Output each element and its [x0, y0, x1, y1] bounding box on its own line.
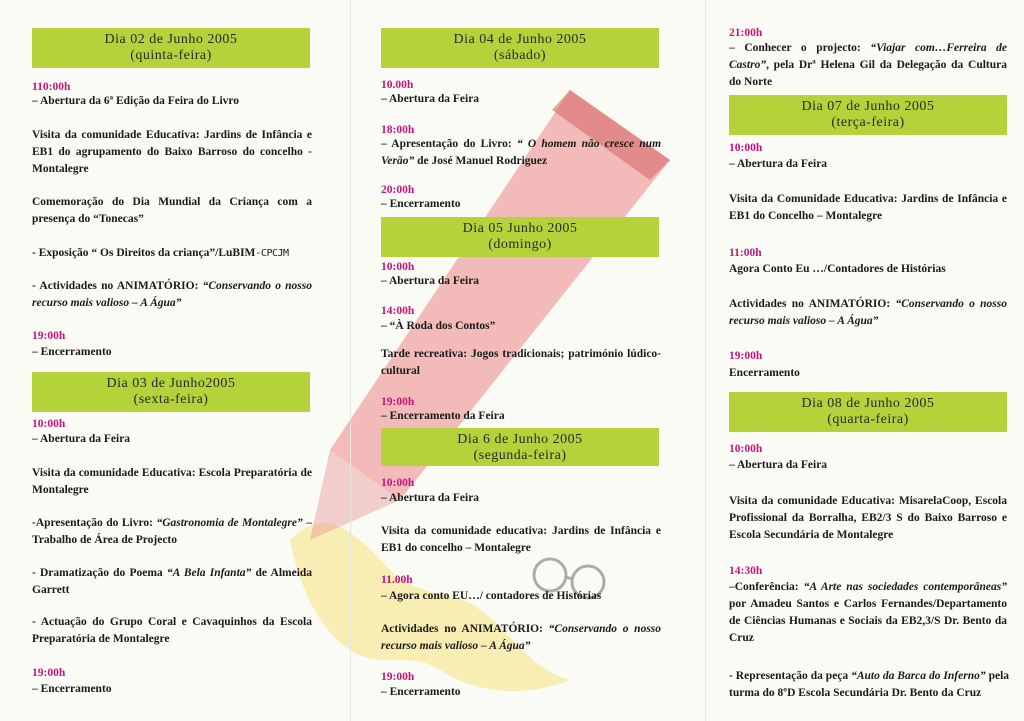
fold-line-right [705, 0, 706, 721]
event [381, 621, 661, 655]
day-02-title: Dia 02 de Junho 2005 [104, 32, 238, 47]
day-07-title: Dia 07 de Junho 2005 [801, 99, 935, 114]
event-text: por Amadeu Santos e Carlos Fernandes/Departamento de Ciências Humanas e Sociais da EB2,3/S Dr. Bento da Cruz [729, 598, 1007, 644]
day-08-title: Dia 08 de Junho 2005 [801, 396, 935, 411]
time: 10:00h [32, 418, 66, 430]
event: – Abertura da Feira [729, 158, 828, 170]
time: 19:00h [32, 667, 66, 679]
event: – Encerramento [381, 686, 461, 698]
event: – Encerramento [32, 346, 112, 358]
time: 10:00h [729, 142, 763, 154]
event-title: “ O homem não cresce num Verão” [381, 138, 662, 167]
event-title: “Conservando o nosso recurso mais valioso – A Água” [32, 280, 313, 309]
event-title: “Conservando o nosso recurso mais valioso – A Água” [381, 623, 662, 652]
day-02-header [32, 28, 310, 68]
day-04-title: Dia 04 de Junho 2005 [453, 32, 587, 47]
event [32, 565, 312, 599]
event: – Encerramento da Feira [381, 410, 505, 422]
day-08-weekday: (quarta-feira) [827, 412, 909, 427]
event-title: “A Arte nas sociedades contemporâneas” [803, 581, 1007, 593]
time: 18:00h [381, 124, 415, 136]
event: Visita da Comunidade Educativa: Jardins de Infância e EB1 do Concelho – Montalegre [729, 193, 1007, 222]
event-text: Actividades no ANIMATÓRIO: [381, 623, 543, 635]
event-text: – Trabalho de Área de Projecto [32, 517, 313, 546]
event-text: - Dramatização do Poema [32, 567, 163, 579]
event [729, 579, 1007, 647]
event [32, 245, 322, 262]
time: 11:00h [729, 247, 762, 259]
event [381, 136, 661, 170]
event: Agora Conto Eu …/Contadores de Histórias [729, 263, 946, 275]
event: – Abertura da Feira [381, 492, 480, 504]
day-06-header [381, 428, 659, 466]
day-06-title: Dia 6 de Junho 2005 [457, 432, 583, 447]
day-03-weekday: (sexta-feira) [133, 392, 209, 407]
event-text: Actividades no ANIMATÓRIO: [729, 298, 891, 310]
time: 19:00h [381, 671, 415, 683]
event-text: - Exposição “ Os Direitos da criança”/LuBIM [32, 247, 256, 259]
day-05-weekday: (domingo) [488, 237, 552, 252]
day-04-weekday: (sábado) [493, 48, 547, 63]
time: 110:00h [32, 81, 71, 93]
event-text: pela turma do 8ºD Escola Secundária Dr. Bento da Cruz [729, 670, 1010, 699]
event: Comemoração do Dia Mundial da Criança com a presença do “Tonecas” [32, 196, 312, 225]
time: 19:00h [32, 330, 66, 342]
handwritten-note: -CPCJM [255, 248, 289, 259]
time: 20:00h [381, 184, 415, 196]
time: 10:00h [381, 477, 415, 489]
event: – Abertura da Feira [381, 275, 480, 287]
event-title: “A Bela Infanta” [166, 567, 252, 579]
event [729, 668, 1009, 702]
event: Visita da comunidade Educativa: Escola Preparatória de Montalegre [32, 467, 312, 496]
event: – Abertura da Feira [729, 459, 828, 471]
event [729, 296, 1007, 330]
time: 14:00h [381, 305, 415, 317]
event: Tarde recreativa: Jogos tradicionais; património lúdico-cultural [381, 348, 661, 377]
event: – Abertura da Feira [381, 93, 480, 105]
event-text: –Conferência: [729, 581, 799, 593]
event [729, 40, 1007, 91]
time: 10:00h [381, 261, 415, 273]
event-text: - Actividades no ANIMATÓRIO: [32, 280, 199, 292]
event: – “À Roda dos Contos” [381, 320, 496, 332]
time: 21:00h [729, 27, 763, 39]
day-03-header [32, 372, 310, 412]
day-05-header [381, 217, 659, 257]
event: Visita da comunidade Educativa: MisarelaCoop, Escola Profissional da Borralha, EB2/3 S do Baixo Barroso e Escola Secundária de Montalegre [729, 495, 1007, 541]
day-07-header [729, 95, 1007, 135]
event: – Agora conto EU…/ contadores de Histórias [381, 590, 602, 602]
day-04-header [381, 28, 659, 68]
event-title: “Conservando o nosso recurso mais valioso – A Água” [729, 298, 1008, 327]
event [32, 515, 312, 549]
event-title: “Auto da Barca do Inferno” [851, 670, 986, 682]
event-title: “Gastronomia de Montalegre” [156, 517, 303, 529]
event: Visita da comunidade educativa: Jardins de Infância e EB1 do concelho – Montalegre [381, 525, 661, 554]
event-text: , pela Drª Helena Gil da Delegação da Cultura do Norte [729, 59, 1007, 88]
event: Visita da comunidade Educativa: Jardins de Infância e EB1 do agrupamento do Baixo Barroso do concelho - Montalegre [32, 129, 312, 175]
time: 10.00h [381, 79, 414, 91]
event-text: – Apresentação do Livro: [381, 138, 512, 150]
event: Encerramento [729, 367, 800, 379]
event-text: de José Manuel Rodriguez [417, 155, 548, 167]
time: 19:00h [729, 350, 763, 362]
time: 14:30h [729, 565, 763, 577]
day-02-weekday: (quinta-feira) [130, 48, 212, 63]
day-08-header [729, 392, 1007, 432]
event-text: – Conhecer o projecto: [729, 42, 861, 54]
event: – Abertura da Feira [32, 433, 131, 445]
time: 19:00h [381, 396, 415, 408]
day-05-title: Dia 05 Junho 2005 [462, 221, 578, 236]
day-07-weekday: (terça-feira) [831, 115, 905, 130]
time: 10:00h [729, 443, 763, 455]
event: – Encerramento [381, 198, 461, 210]
time: 11.00h [381, 574, 413, 586]
event: – Abertura da 6ª Edição da Feira do Livro [32, 95, 240, 107]
day-06-weekday: (segunda-feira) [473, 448, 567, 463]
event-text: - Representação da peça [729, 670, 849, 682]
event [32, 278, 312, 312]
event-text: de Almeida Garrett [32, 567, 313, 596]
fold-line-left [350, 0, 351, 721]
day-03-title: Dia 03 de Junho2005 [106, 376, 236, 391]
event: – Encerramento [32, 683, 112, 695]
event-title: “Viajar com…Ferreira de Castro” [729, 42, 1008, 71]
event: - Actuação do Grupo Coral e Cavaquinhos da Escola Preparatória de Montalegre [32, 616, 312, 645]
event-text: -Apresentação do Livro: [32, 517, 153, 529]
